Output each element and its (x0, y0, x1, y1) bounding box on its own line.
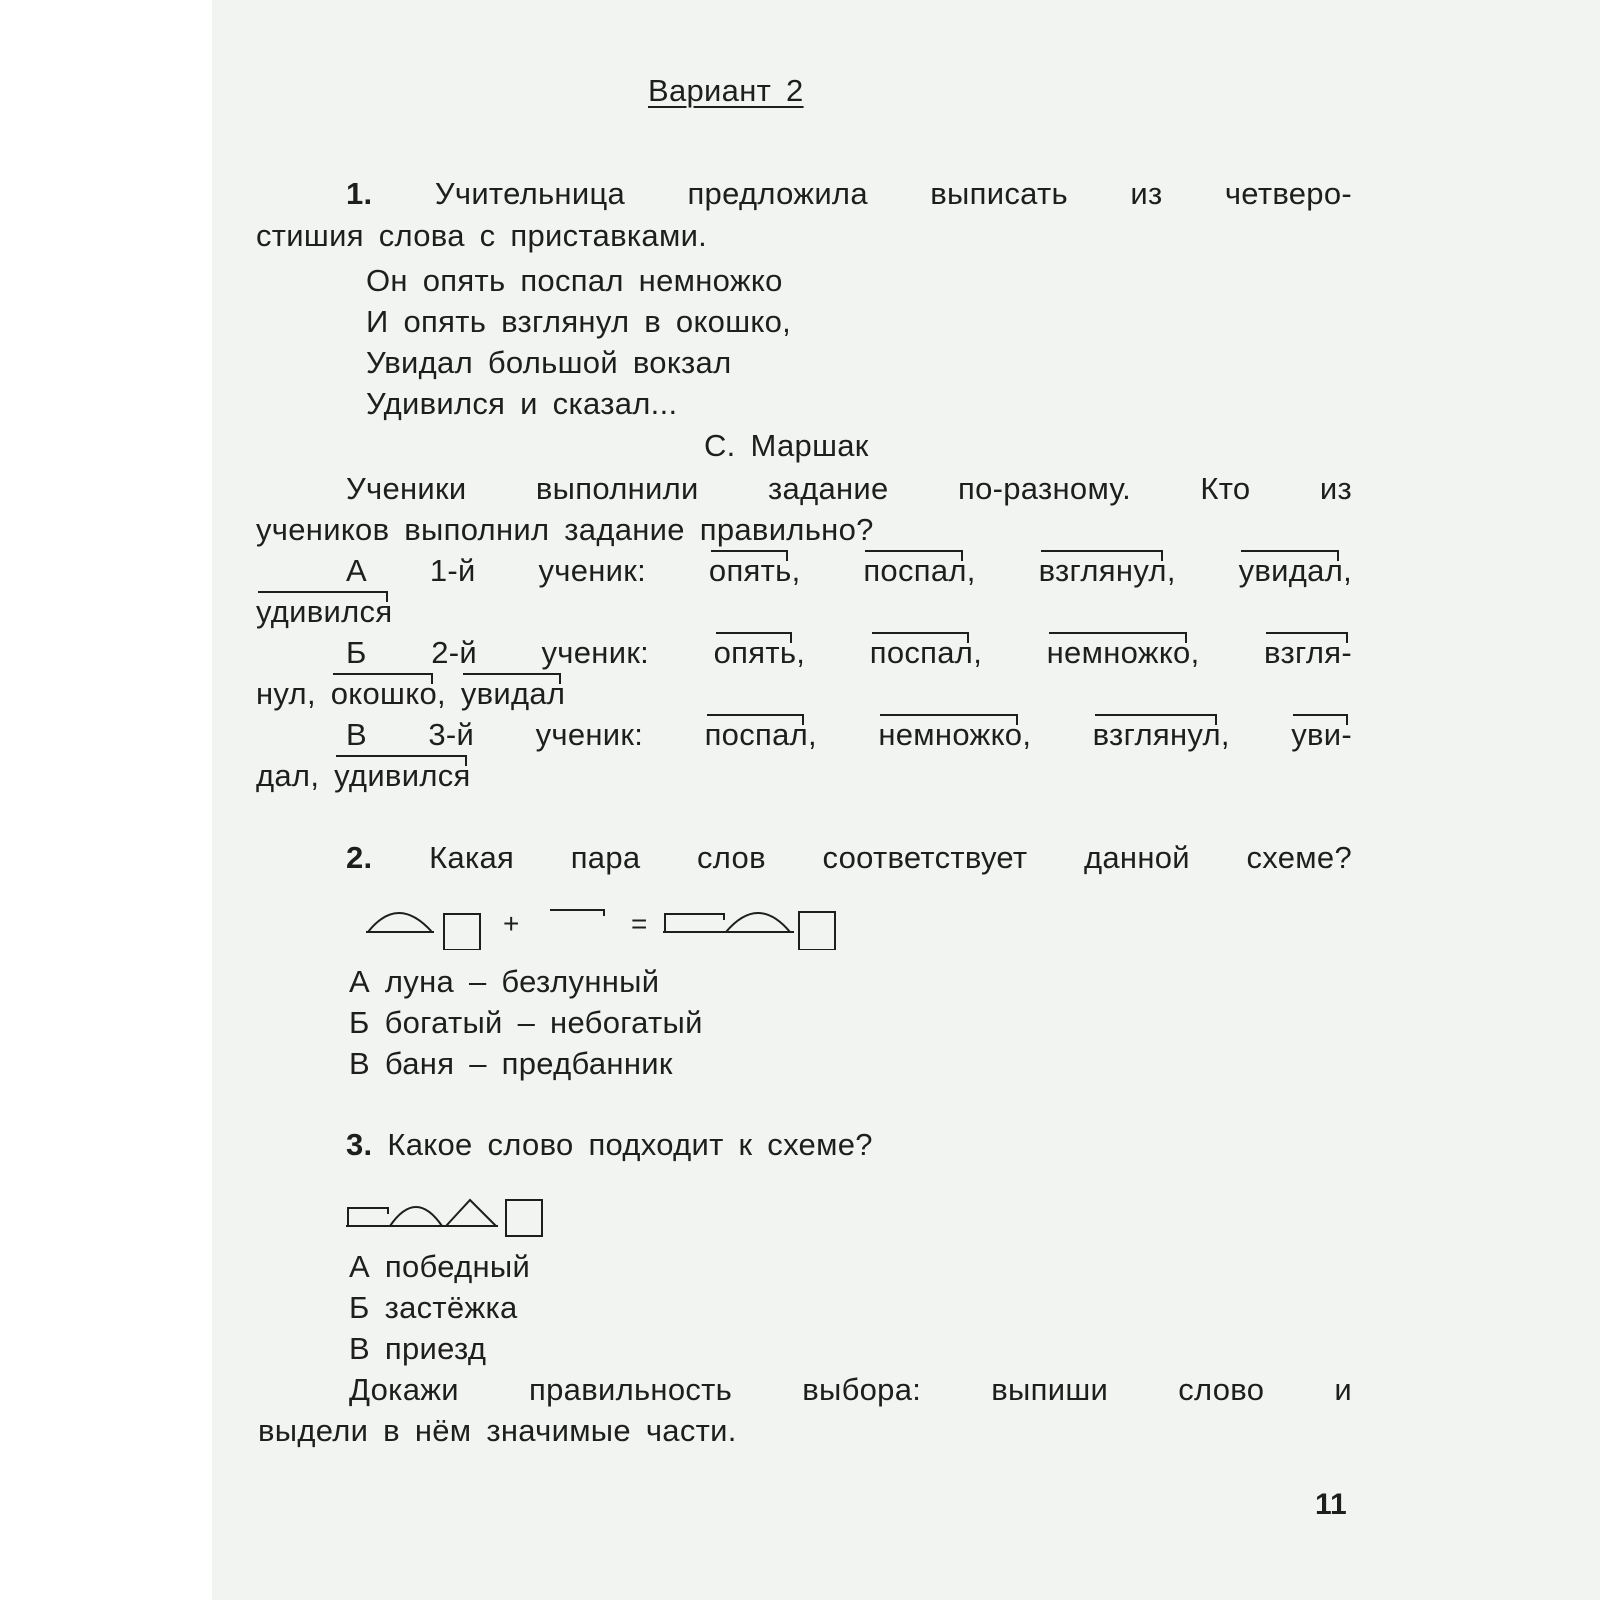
prefix-symbol (665, 914, 724, 932)
option-text: приезд (384, 1331, 487, 1366)
word-prefix-marked: уви- (1291, 717, 1353, 752)
task1-question-line2: учеников выполнил задание правильно? (256, 512, 874, 547)
option-text: луна – безлунный (384, 964, 660, 999)
task3-note-line2: выдели в нём значимые части. (258, 1413, 737, 1448)
option-text: победный (384, 1249, 531, 1284)
task1-option-a: А 1-й ученик: опять, поспал, взглянул, увидал, (346, 553, 1353, 588)
word-prefix-marked: поспал (863, 553, 967, 588)
word-prefix-marked: немножко (878, 717, 1023, 752)
word-prefix-marked: поспал (704, 717, 809, 752)
word-prefix-marked: взглянул (1092, 717, 1221, 752)
word-prefix-marked: немножко (1046, 635, 1191, 670)
option-letter: В (346, 717, 367, 752)
task1-text-line1 (346, 176, 1352, 212)
root-symbol (368, 913, 432, 932)
word-prefix-marked: окошко (330, 676, 437, 711)
task1-text: Учительница предложила выписать из четверо- (434, 176, 1352, 211)
task1-question-line1: Ученики выполнили задание по-разному. Кто из (346, 471, 1352, 506)
word-prefix-marked: взгля- (1264, 635, 1353, 670)
task2-option-b (349, 1005, 703, 1041)
task1-text-line2: стишия слова с приставками. (256, 218, 708, 253)
student-label: 2-й ученик: (431, 635, 650, 670)
task1-option-a-cont (256, 594, 392, 630)
ending-symbol (444, 914, 480, 950)
task3-number: 3. (346, 1127, 373, 1162)
task1-option-b-cont: нул, окошко, увидал (256, 676, 566, 711)
word-prefix-marked: удивился (256, 594, 393, 629)
task3-option-a (349, 1249, 530, 1285)
student-label: 3-й ученик: (428, 717, 644, 752)
ending-symbol (506, 1200, 542, 1236)
option-text: застёжка (384, 1290, 518, 1325)
option-letter: В (349, 1046, 370, 1081)
option-text: баня – предбанник (384, 1046, 673, 1081)
word-prefix-marked: удивился (334, 758, 471, 793)
task3-option-b (349, 1290, 518, 1326)
root-symbol (726, 913, 790, 932)
page-title: Вариант 2 (648, 73, 804, 108)
option-letter: Б (349, 1290, 370, 1325)
option-text: богатый – небогатый (384, 1005, 703, 1040)
option-letter: А (349, 964, 370, 999)
task3-text: Какое слово подходит к схеме? (387, 1127, 873, 1162)
task2-number: 2. (346, 840, 373, 875)
equals-sign: = (631, 908, 648, 939)
task2-text: Какая пара слов соответствует данной схеме? (429, 840, 1352, 875)
word-fragment: дал (256, 758, 311, 793)
word-prefix-marked: поспал (869, 635, 974, 670)
prefix-symbol (348, 1208, 388, 1226)
word-prefix-marked: увидал (1238, 553, 1344, 588)
poem-author: С. Маршак (704, 428, 869, 463)
task1-option-b: Б 2-й ученик: опять, поспал, немножко, взгля- (346, 635, 1353, 670)
option-letter: А (346, 553, 367, 588)
task2-text-line (346, 840, 1352, 876)
option-letter: А (349, 1249, 370, 1284)
task3-text-line (346, 1127, 873, 1163)
task2-option-a (349, 964, 659, 1000)
root-symbol (390, 1207, 442, 1226)
task1-option-c: В 3-й ученик: поспал, немножко, взглянул, уви- (346, 717, 1353, 752)
word-prefix-marked: взглянул (1038, 553, 1167, 588)
page-number: 11 (1315, 1488, 1347, 1521)
poem-line: Увидал большой вокзал (366, 345, 732, 380)
option-letter: Б (349, 1005, 370, 1040)
task3-note-line1: Докажи правильность выбора: выпиши слово и (349, 1372, 1352, 1407)
word-formation-scheme (362, 900, 862, 950)
poem-line: Удивился и сказал... (366, 386, 678, 421)
word-prefix-marked: увидал (460, 676, 566, 711)
option-letter: В (349, 1331, 370, 1366)
option-letter: Б (346, 635, 367, 670)
student-label: 1-й ученик: (429, 553, 647, 588)
word-fragment: нул (256, 676, 307, 711)
workbook-page (212, 0, 1600, 1600)
task2-option-c (349, 1046, 673, 1082)
suffix-symbol (446, 1200, 496, 1226)
prefix-symbol (550, 910, 604, 916)
task1-number: 1. (346, 176, 373, 211)
poem-line: И опять взглянул в окошко, (366, 304, 792, 339)
ending-symbol (799, 912, 835, 950)
word-prefix-marked: опять (708, 553, 792, 588)
plus-sign: + (503, 908, 520, 939)
task3-option-c (349, 1331, 486, 1367)
word-structure-scheme (346, 1190, 566, 1240)
poem-line: Он опять поспал немножко (366, 263, 783, 298)
word-prefix-marked: опять (713, 635, 797, 670)
task1-option-c-cont: дал, удивился (256, 758, 471, 793)
